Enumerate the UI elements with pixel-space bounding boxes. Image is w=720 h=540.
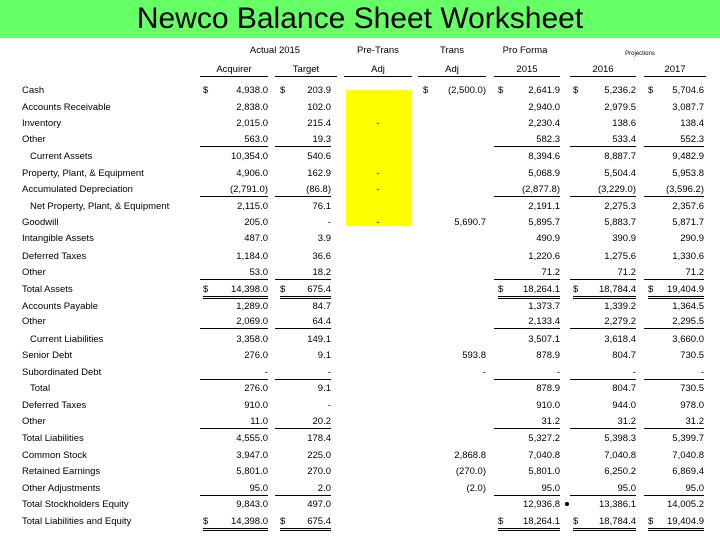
cell-pf: 18,264.1	[498, 516, 560, 531]
cell-trn: (270.0)	[455, 466, 486, 477]
header-trans: Trans	[440, 45, 464, 56]
row-label: Deferred Taxes	[22, 251, 87, 262]
cell-tgt: 270.0	[307, 466, 331, 477]
cell-pf: 5,801.0	[528, 466, 560, 477]
cell-tgt: 102.0	[307, 102, 331, 113]
cell-trn: (2,500.0)	[447, 85, 486, 96]
cell-p16: 804.7	[612, 350, 636, 361]
cell-acq: -	[200, 367, 268, 380]
cell-p17: 3,087.7	[672, 102, 704, 113]
cell-p17: 6,869.4	[672, 466, 704, 477]
cell-tgt: 2.0	[275, 483, 331, 496]
cell-tgt: 19.3	[275, 134, 331, 147]
cell-p17: 1,364.5	[672, 301, 704, 312]
cell-p16: 95.0	[570, 483, 636, 496]
cell-p16: 5,236.2	[604, 85, 636, 96]
cell-p17: 3,660.0	[672, 334, 704, 345]
row-label: Senior Debt	[22, 350, 73, 361]
row-label: Property, Plant, & Equipment	[22, 168, 144, 179]
cell-tgt: 203.9	[307, 85, 331, 96]
cell-pf: 5,327.2	[528, 433, 560, 444]
row-label: Other Adjustments	[22, 483, 101, 494]
cell-p17: 14,005.2	[667, 499, 704, 510]
cell-p16: 18,784.4	[573, 516, 636, 531]
cell-p16: -	[570, 367, 636, 380]
cell-tgt: 162.9	[307, 168, 331, 179]
cell-tgt: 178.4	[307, 433, 331, 444]
cell-pf: 1,220.6	[528, 251, 560, 262]
cell-acq: 2,015.0	[236, 118, 268, 129]
cell-pf: 910.0	[536, 400, 560, 411]
cell-trn: -	[482, 367, 486, 378]
pretrans-highlight	[346, 90, 412, 226]
cell-acq: 10,354.0	[231, 151, 268, 162]
cell-p17: 7,040.8	[672, 450, 704, 461]
row-label: Intangible Assets	[22, 233, 94, 244]
cell-p17: 31.2	[644, 416, 704, 429]
cell-p16: (3,229.0)	[570, 184, 636, 197]
cell-p17: -	[644, 367, 704, 380]
row-label: Other	[22, 134, 46, 145]
cell-p16: 7,040.8	[604, 450, 636, 461]
cell-p16: 8,887.7	[604, 151, 636, 162]
dollar-sign: $	[498, 284, 504, 295]
cell-acq: (2,791.0)	[200, 184, 268, 197]
dollar-sign: $	[573, 516, 579, 527]
cell-tgt: 3.9	[317, 233, 331, 244]
cell-p17: 1,330.6	[672, 251, 704, 262]
cell-p16: 1,339.2	[604, 301, 636, 312]
cell-p16: 5,504.4	[604, 168, 636, 179]
cell-pre: -	[376, 184, 380, 195]
cell-pre: -	[376, 217, 380, 228]
cell-p17: 5,399.7	[672, 433, 704, 444]
cell-pre: -	[376, 168, 380, 179]
cell-p16: 2,279.2	[570, 316, 636, 329]
cell-acq: 205.0	[244, 217, 268, 228]
cell-pf: 8,394.6	[528, 151, 560, 162]
cell-tgt: 675.4	[280, 284, 331, 299]
cell-pf: 95.0	[494, 483, 560, 496]
cell-p16: 18,784.4	[573, 284, 636, 299]
cell-pf: 582.3	[494, 134, 560, 147]
cell-p17: 19,404.9	[648, 284, 704, 299]
cell-p17: 730.5	[680, 383, 704, 394]
cell-tgt: 76.1	[312, 201, 331, 212]
cell-p16: 5,398.3	[604, 433, 636, 444]
row-label: Accounts Receivable	[22, 102, 111, 113]
row-label: Common Stock	[22, 450, 87, 461]
cell-tgt: 497.0	[307, 499, 331, 510]
row-label: Accounts Payable	[22, 301, 99, 312]
header-acquirer: Acquirer	[200, 64, 268, 77]
cell-acq: 563.0	[200, 134, 268, 147]
cell-pf: 878.9	[536, 383, 560, 394]
cell-p17: 5,704.6	[672, 85, 704, 96]
cell-p17: 138.4	[680, 118, 704, 129]
cell-tgt: 84.7	[312, 301, 331, 312]
cell-tgt: 225.0	[307, 450, 331, 461]
dollar-sign: $	[280, 284, 286, 295]
row-label: Goodwill	[22, 217, 59, 228]
header-actual-2015: Actual 2015	[249, 45, 301, 56]
cell-pf: 31.2	[494, 416, 560, 429]
cell-acq: 2,069.0	[200, 316, 268, 329]
dollar-sign: $	[280, 516, 286, 527]
row-label: Total Liabilities and Equity	[22, 516, 132, 527]
cell-acq: 3,358.0	[236, 334, 268, 345]
cell-acq: 487.0	[244, 233, 268, 244]
row-label: Cash	[22, 85, 45, 96]
row-label: Deferred Taxes	[22, 400, 87, 411]
cell-tgt: 18.2	[275, 267, 331, 280]
cell-p16: 6,250.2	[604, 466, 636, 477]
cell-pf: 2,133.4	[494, 316, 560, 329]
cell-pf: 2,230.4	[528, 118, 560, 129]
cell-acq: 1,184.0	[236, 251, 268, 262]
dollar-sign: $	[573, 85, 579, 96]
cell-pf: -	[494, 367, 560, 380]
cell-tgt: (86.8)	[275, 184, 331, 197]
cell-tgt: 149.1	[307, 334, 331, 345]
cell-acq: 4,555.0	[236, 433, 268, 444]
cell-pf: 18,264.1	[498, 284, 560, 299]
dollar-sign: $	[573, 284, 579, 295]
cell-pf: 878.9	[536, 350, 560, 361]
cell-acq: 53.0	[200, 267, 268, 280]
cell-pf: 2,940.0	[528, 102, 560, 113]
cell-acq: 14,398.0	[203, 284, 268, 299]
cell-p16: 5,883.7	[604, 217, 636, 228]
row-label: Accumulated Depreciation	[22, 184, 133, 195]
dollar-sign: $	[280, 85, 286, 96]
cell-p16: 138.6	[612, 118, 636, 129]
cell-tgt: -	[275, 367, 331, 380]
dollar-sign: $	[203, 85, 209, 96]
cell-acq: 95.0	[200, 483, 268, 496]
cell-pre: -	[376, 118, 380, 129]
cell-p17: 2,295.5	[644, 316, 704, 329]
header-projections: Projections	[625, 51, 655, 57]
row-label: Current Assets	[30, 151, 93, 162]
cell-tgt: 9.1	[317, 383, 331, 394]
cell-acq: 9,843.0	[236, 499, 268, 510]
cell-p16: 2,275.3	[604, 201, 636, 212]
cell-p17: 19,404.9	[648, 516, 704, 531]
cell-p16: 13,386.1	[599, 499, 636, 510]
cell-trn: (2.0)	[466, 483, 486, 494]
cell-acq: 1,289.0	[236, 301, 268, 312]
bullet-marker	[565, 502, 569, 506]
row-label: Retained Earnings	[22, 466, 101, 477]
cell-p17: 9,482.9	[672, 151, 704, 162]
cell-acq: 5,801.0	[236, 466, 268, 477]
header-2015: 2015	[494, 64, 560, 77]
cell-acq: 3,947.0	[236, 450, 268, 461]
dollar-sign: $	[648, 516, 654, 527]
header-2017: 2017	[644, 64, 706, 77]
cell-pf: 490.9	[536, 233, 560, 244]
cell-p17: 71.2	[644, 267, 704, 280]
cell-tgt: 215.4	[307, 118, 331, 129]
cell-p16: 804.7	[612, 383, 636, 394]
row-label: Other	[22, 267, 46, 278]
row-label: Total	[30, 383, 51, 394]
cell-pf: 2,641.9	[528, 85, 560, 96]
header-pro-forma: Pro Forma	[502, 45, 548, 56]
cell-pf: 5,895.7	[528, 217, 560, 228]
cell-trn: 2,868.8	[454, 450, 486, 461]
cell-p17: 552.3	[644, 134, 704, 147]
cell-tgt: -	[327, 217, 331, 228]
dollar-sign: $	[423, 85, 429, 96]
cell-p16: 944.0	[612, 400, 636, 411]
cell-pf: 71.2	[494, 267, 560, 280]
cell-acq: 2,838.0	[236, 102, 268, 113]
cell-p17: 5,871.7	[672, 217, 704, 228]
cell-pf: 2,191.1	[528, 201, 560, 212]
dollar-sign: $	[648, 85, 654, 96]
header-trans-adj: Adj	[418, 64, 486, 77]
cell-p16: 31.2	[570, 416, 636, 429]
dollar-sign: $	[203, 284, 209, 295]
row-label: Net Property, Plant, & Equipment	[30, 201, 170, 212]
header-target: Target	[275, 64, 337, 77]
cell-p16: 3,618.4	[604, 334, 636, 345]
cell-acq: 276.0	[244, 350, 268, 361]
row-label: Total Stockholders Equity	[22, 499, 129, 510]
page-title: Newco Balance Sheet Worksheet	[136, 2, 584, 35]
cell-acq: 4,938.0	[236, 85, 268, 96]
header-pre-trans: Pre-Trans	[357, 45, 399, 56]
cell-acq: 4,906.0	[236, 168, 268, 179]
cell-tgt: 9.1	[317, 350, 331, 361]
cell-pf: 3,507.1	[528, 334, 560, 345]
cell-p16: 390.9	[612, 233, 636, 244]
cell-p17: 290.9	[680, 233, 704, 244]
cell-pf: 1,373.7	[528, 301, 560, 312]
cell-tgt: 36.6	[312, 251, 331, 262]
dollar-sign: $	[203, 516, 209, 527]
cell-pf: (2,877.8)	[494, 184, 560, 197]
cell-pf: 7,040.8	[528, 450, 560, 461]
cell-tgt: -	[327, 400, 331, 411]
cell-acq: 2,115.0	[237, 201, 268, 212]
cell-trn: 5,690.7	[454, 217, 486, 228]
cell-tgt: 64.4	[275, 316, 331, 329]
cell-p17: 978.0	[680, 400, 704, 411]
cell-tgt: 20.2	[275, 416, 331, 429]
cell-tgt: 540.6	[307, 151, 331, 162]
cell-p17: 730.5	[680, 350, 704, 361]
row-label: Other	[22, 416, 46, 427]
cell-p17: (3,596.2)	[644, 184, 704, 197]
row-label: Total Assets	[22, 284, 73, 295]
cell-acq: 11.0	[200, 416, 268, 429]
cell-p17: 2,357.6	[672, 201, 704, 212]
cell-p16: 1,275.6	[604, 251, 636, 262]
row-label: Current Liabilities	[30, 334, 104, 345]
cell-pf: 12,936.8	[523, 499, 560, 510]
cell-p16: 533.4	[570, 134, 636, 147]
cell-acq: 14,398.0	[203, 516, 268, 531]
dollar-sign: $	[498, 516, 504, 527]
row-label: Subordinated Debt	[22, 367, 102, 378]
row-label: Total Liabilities	[22, 433, 84, 444]
dollar-sign: $	[648, 284, 654, 295]
header-pretrans-adj: Adj	[344, 64, 412, 77]
cell-pf: 5,068.9	[528, 168, 560, 179]
cell-trn: 593.8	[462, 350, 486, 361]
row-label: Inventory	[22, 118, 62, 129]
cell-acq: 276.0	[244, 383, 268, 394]
row-label: Other	[22, 316, 46, 327]
cell-p16: 71.2	[570, 267, 636, 280]
dollar-sign: $	[498, 85, 504, 96]
cell-acq: 910.0	[244, 400, 268, 411]
cell-p16: 2,979.5	[604, 102, 636, 113]
cell-tgt: 675.4	[280, 516, 331, 531]
header-2016: 2016	[570, 64, 636, 77]
cell-p17: 5,953.8	[672, 168, 704, 179]
cell-p17: 95.0	[644, 483, 704, 496]
